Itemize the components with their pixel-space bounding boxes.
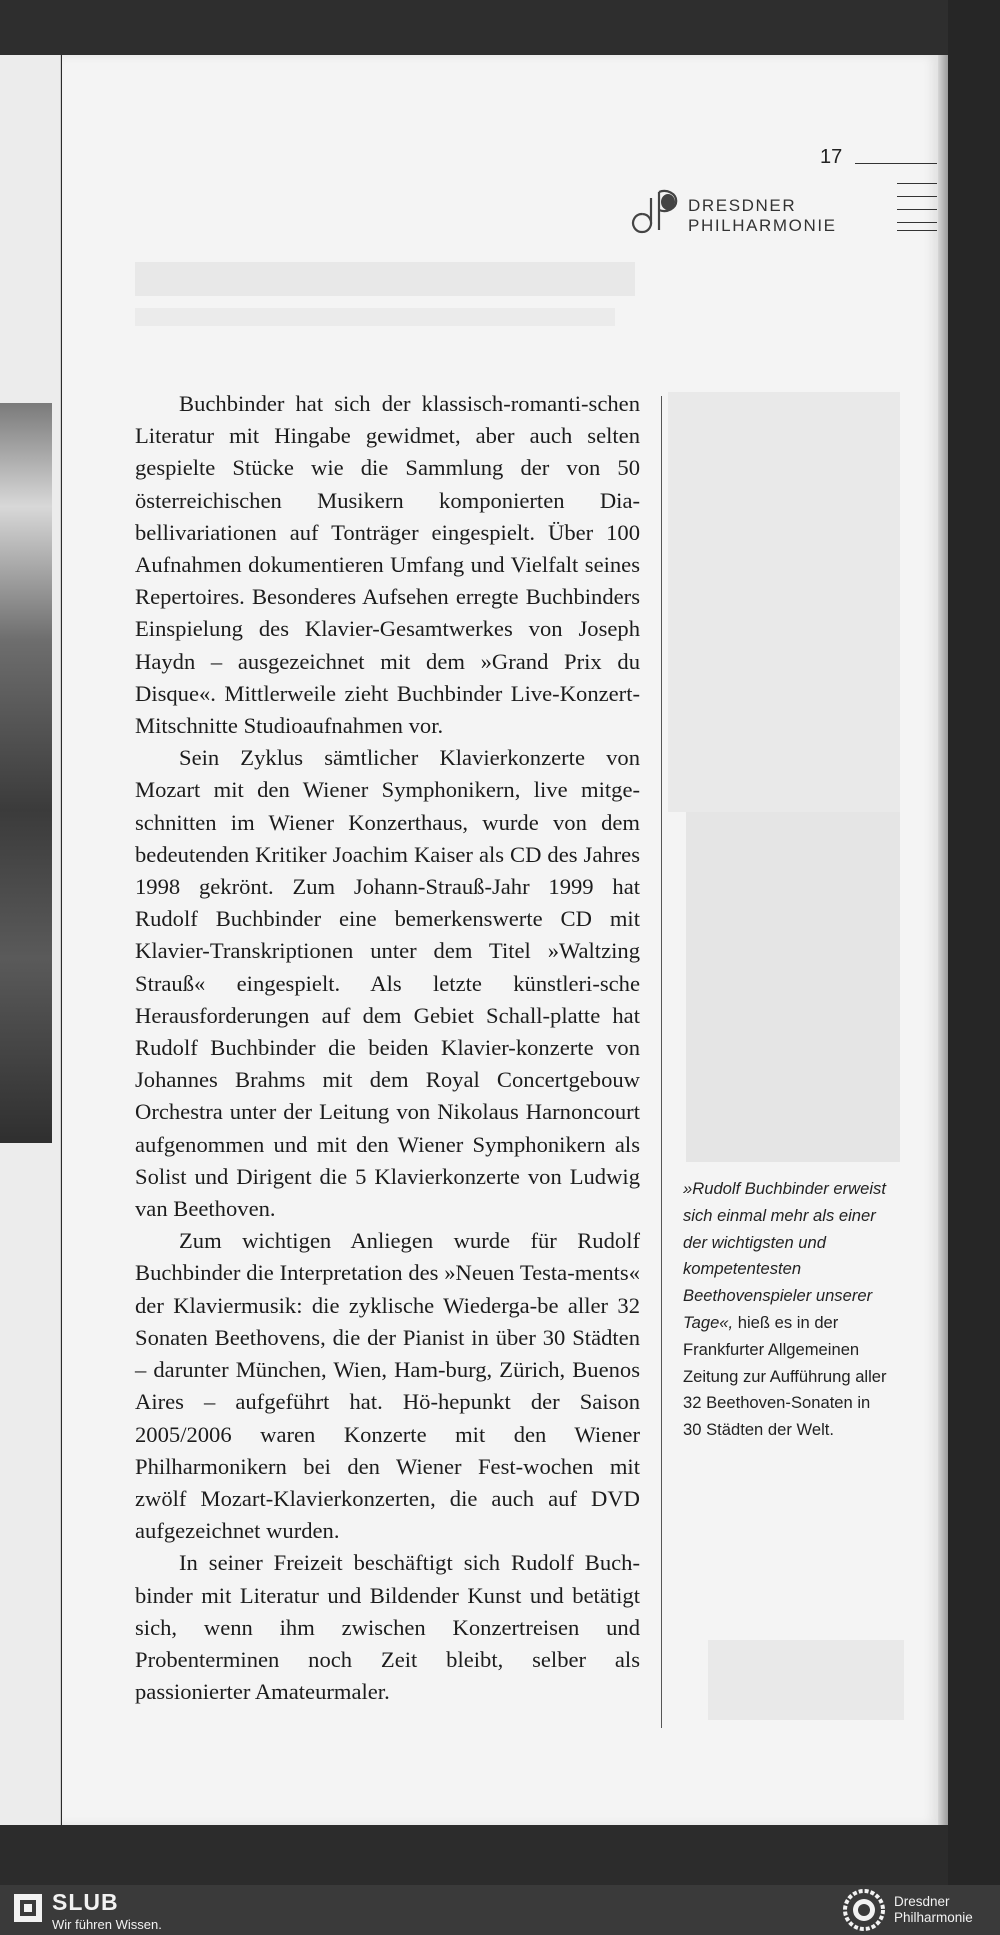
sidebar-caption [683, 1176, 893, 1444]
margin-tick [897, 196, 937, 197]
page-number-rule [855, 163, 937, 164]
dresdner-philharmonie-logo-icon [628, 184, 680, 236]
slub-name: SLUB [52, 1889, 119, 1915]
slub-tagline: Wir führen Wissen. [52, 1917, 162, 1932]
margin-tick [897, 222, 937, 223]
slub-logo-icon [12, 1892, 44, 1924]
philharmonie-name-line2: Philharmonie [894, 1910, 973, 1925]
logo-wordmark [688, 196, 837, 236]
column-divider [661, 396, 662, 1728]
margin-tick [897, 183, 937, 184]
article-paragraph: In seiner Freizeit beschäftigt sich Rudolf Buch-binder mit Literatur und Bildender Kunst und betätigt sich, wenn ihm zwischen Konzertreisen und Probenterminen noch Zeit bleibt, selber als passionierter Amateurmaler. [135, 1550, 640, 1705]
facing-page-edge [0, 55, 61, 1825]
logo-wordmark-line1: DRESDNER [688, 196, 797, 215]
page-fore-edge [938, 55, 948, 1825]
show-through-subtitle [135, 308, 615, 326]
article-paragraph: Zum wichtigen Anliegen wurde für Rudolf Buchbinder die Interpretation des »Neuen Testa-ments« der Klaviermusik: die zyklische Wiederga-be aller 32 Sonaten Beethovens, die der Pianist in über 30 Städten – darunter München, Wien, Ham-burg, Zürich, Buenos Aires – aufgeführt hat. Hö-hepunkt der Saison 2005/2006 waren Konzerte mit den Wiener Philharmonikern bei den Wiener Fest-wochen mit zwölf Mozart-Klavierkonzerten, die auch auf DVD aufgezeichnet wurden. [135, 1228, 640, 1544]
scan-background-top [0, 0, 1000, 55]
margin-tick [897, 230, 937, 231]
article-paragraph: Sein Zyklus sämtlicher Klavierkonzerte von Mozart mit den Wiener Symphonikern, live mitge-schnitten im Wiener Konzerthaus, wurde von dem bedeutenden Kritiker Joachim Kaiser als CD des Jahres 1998 gekrönt. Zum Johann-Strauß-Jahr 1999 hat Rudolf Buchbinder eine bemerkenswerte CD mit Klavier-Transkriptionen unter dem Titel »Waltzing Strauß« eingespielt. Als letzte künstleri-sche Herausforderungen auf dem Gebiet Schall-platte hat Rudolf Buchbinder die beiden Klavier-konzerte von Johannes Brahms mit dem Royal Concertgebouw Orchestra unter der Leitung von Nikolaus Harnoncourt aufgenommen und mit den Wiener Symphonikern als Solist und Dirigent die 5 Klavierkonzerte von Ludwig van Beethoven. [135, 745, 640, 1222]
logo-wordmark-line2: PHILHARMONIE [688, 216, 837, 235]
margin-tick [897, 209, 937, 210]
page-number: 17 [820, 146, 843, 168]
philharmonie-name [894, 1894, 973, 1926]
facing-page-photo-fragment [0, 403, 52, 1143]
sidebar-attribution: hieß es in der Frankfurter Allgemeinen Zeitung zur Aufführung aller 32 Beethoven-Sonaten in 30 Städten der Welt. [683, 1312, 887, 1440]
article-body [135, 388, 640, 1708]
philharmonie-name-line1: Dresdner [894, 1894, 950, 1909]
footer-bar [0, 1885, 1000, 1935]
show-through-block [668, 392, 900, 812]
article-paragraph: Buchbinder hat sich der klassisch-romanti-schen Literatur mit Hingabe gewidmet, aber auch selten gespielte Stücke wie die Sammlung der von 50 österreichischen Musikern komponierten Dia-bellivariationen auf Tonträger eingespielt. Über 100 Aufnahmen dokumentieren Umfang und Vielfalt seines Repertoires. Besonderes Aufsehen erregte Buchbinders Einspielung des Klavier-Gesamtwerkes von Joseph Haydn – ausgezeichnet mit dem »Grand Prix du Disque«. Mittlerweile zieht Buchbinder Live-Konzert-Mitschnitte Studioaufnahmen vor. [135, 391, 640, 739]
show-through-block [708, 1640, 904, 1720]
show-through-title [135, 262, 635, 296]
scan-background-bottom [0, 1825, 948, 1885]
philharmonie-seal-icon [843, 1889, 885, 1931]
sidebar-quote: »Rudolf Buchbinder erweist sich einmal mehr als einer der wichtigsten und kompetentesten Beethovenspieler unserer Tage«, [683, 1179, 886, 1332]
scan-background-right [948, 0, 1000, 1885]
show-through-block [686, 812, 900, 1162]
